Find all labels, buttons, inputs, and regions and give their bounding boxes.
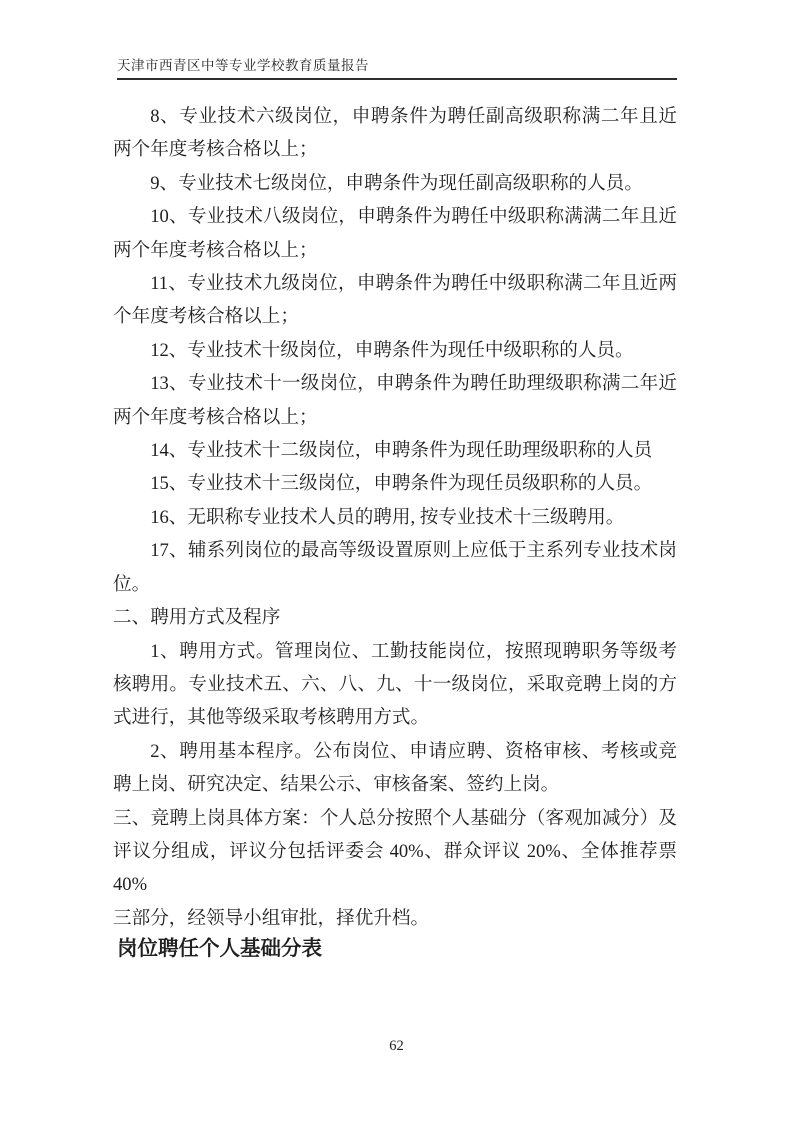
text-line: 14、专业技术十二级岗位，申聘条件为现任助理级职称的人员 (150, 440, 653, 462)
paragraph (113, 167, 677, 200)
page-number: 62 (389, 1038, 404, 1054)
paragraph (113, 635, 677, 735)
paragraph (113, 501, 677, 534)
table-title: 岗位聘任个人基础分表 (117, 938, 322, 960)
text-line: 13、专业技术十一级岗位，申聘条件为聘任助理级职称满二年近 (150, 373, 677, 395)
text-line: 9、专业技术七级岗位，申聘条件为现任副高级职称的人员。 (150, 172, 643, 194)
paragraph (113, 267, 677, 334)
text-line: 评议分组成，评议分包括评委会 40%、群众评议 20%、全体推荐票 40% (113, 840, 677, 896)
paragraph (113, 467, 677, 500)
paragraph (113, 367, 677, 434)
text-line: 12、专业技术十级岗位，申聘条件为现任中级职称的人员。 (150, 339, 634, 361)
text-line: 个年度考核合格以上； (113, 306, 299, 328)
paragraph (113, 534, 677, 601)
text-line: 三部分，经领导小组审批，择优升档。 (113, 907, 430, 929)
header-title: 天津市西青区中等专业学校教育质量报告 (117, 58, 369, 73)
text-line: 15、专业技术十三级岗位，申聘条件为现任员级职称的人员。 (150, 473, 653, 495)
text-line: 两个年度考核合格以上； (113, 406, 318, 428)
text-line: 二、聘用方式及程序 (113, 607, 281, 629)
paragraph (113, 200, 677, 267)
text-line: 10、专业技术八级岗位，申聘条件为聘任中级职称满满二年且近 (150, 206, 677, 228)
paragraph (113, 334, 677, 367)
text-line: 聘上岗、研究决定、结果公示、审核备案、签约上岗。 (113, 774, 560, 796)
paragraph (113, 434, 677, 467)
text-line: 8、专业技术六级岗位，申聘条件为聘任副高级职称满二年且近 (150, 106, 677, 127)
text-line: 三、竞聘上岗具体方案：个人总分按照个人基础分（客观加减分）及 (113, 807, 677, 829)
paragraph (113, 802, 677, 936)
text-line: 式进行，其他等级采取考核聘用方式。 (113, 707, 430, 729)
text-line: 两个年度考核合格以上； (113, 139, 318, 161)
document-body (113, 100, 677, 935)
text-line: 1、聘用方式。管理岗位、工勤技能岗位，按照现聘职务等级考 (150, 640, 677, 662)
page-header (117, 58, 677, 80)
text-line: 核聘用。专业技术五、六、八、九、十一级岗位，采取竞聘上岗的方 (113, 673, 677, 695)
text-line: 位。 (113, 573, 151, 595)
text-line: 两个年度考核合格以上； (113, 239, 318, 261)
paragraph (113, 601, 677, 634)
paragraph (113, 100, 677, 167)
text-line: 17、辅系列岗位的最高等级设置原则上应低于主系列专业技术岗 (150, 540, 677, 562)
text-line: 11、专业技术九级岗位，申聘条件为聘任中级职称满二年且近两 (150, 273, 677, 295)
text-line: 2、聘用基本程序。公布岗位、申请应聘、资格审核、考核或竞 (150, 740, 677, 762)
paragraph (113, 735, 677, 802)
page-footer (0, 1038, 793, 1055)
text-line: 16、无职称专业技术人员的聘用, 按专业技术十三级聘用。 (150, 506, 625, 528)
